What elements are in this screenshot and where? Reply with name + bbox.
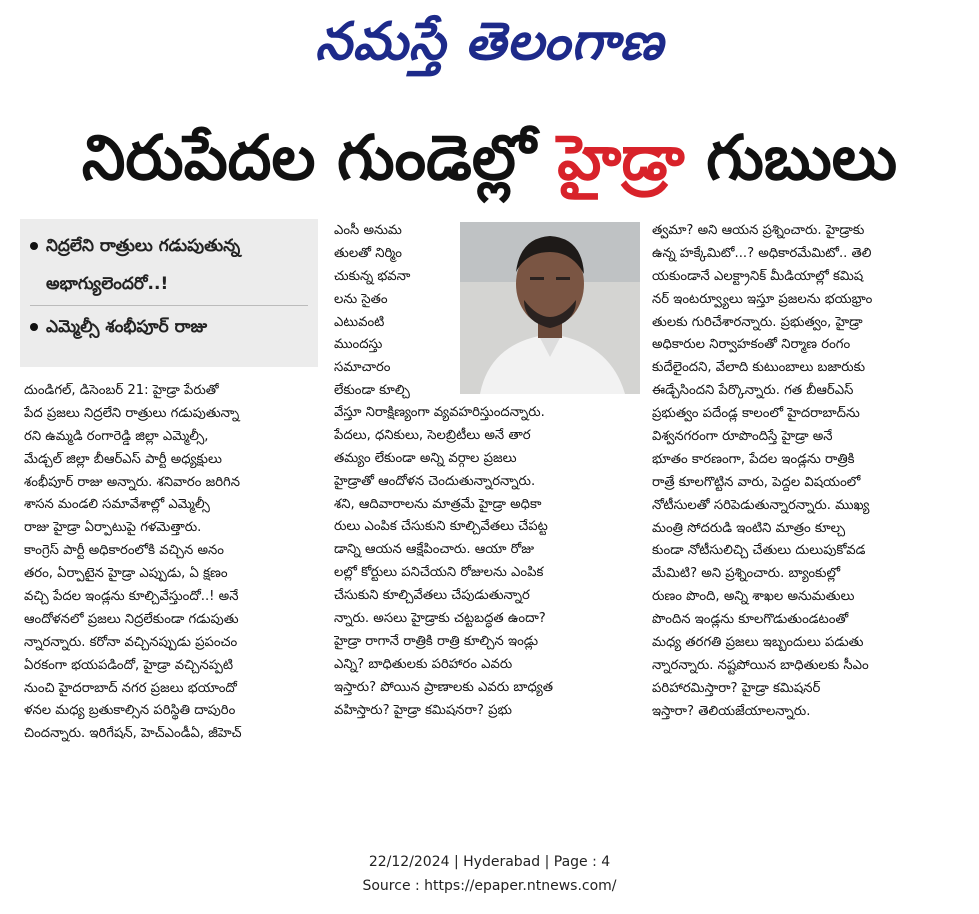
text-line: ఎటువంటి <box>334 314 385 330</box>
text-line: ఉన్న హక్కేమిటో...? అధికారమేమిటో.. తెలి <box>652 245 872 261</box>
text-line: తరం, ఏర్పాటైన హైడ్రా ఎప్పుడు, ఏ క్షణం <box>24 566 228 582</box>
text-line: రాత్రే కూలగొట్టిన వారు, పెద్దల విషయంలో <box>652 474 861 490</box>
page-footer <box>0 850 979 898</box>
text-line: లను సైతం <box>334 291 388 307</box>
masthead-logo: నమస్తే తెలంగాణ <box>315 11 664 72</box>
highlight-item <box>30 308 308 346</box>
text-line: కుండా నోటీసులిచ్చి చేతులు దులుపుకోవడ <box>652 543 866 559</box>
text-line: తమ్యం లేకుండా అన్ని వర్గాల ప్రజలు <box>334 450 517 466</box>
text-line: డాన్ని ఆయన ఆక్షేపించారు. ఆయా రోజు <box>334 542 534 558</box>
text-line: ఎంసీ అనుమ <box>334 223 402 238</box>
text-line: రులు ఎంపిక చేసుకుని కూల్చివేతలు చేపట్ట <box>334 519 548 535</box>
text-line: రాజు హైడ్రా ఏర్పాటుపై గళమెత్తారు. <box>24 520 202 536</box>
text-line: వహిస్తారు? హైడ్రా కమిషనరా? ప్రభు <box>334 702 512 718</box>
text-line: చేసుకుని కూల్చివేతలు చేపుడుతున్నార <box>334 588 530 604</box>
text-line: హైడ్రా రాగానే రాత్రికి రాత్రి కూల్చిన ఇండ్లు <box>334 633 539 649</box>
text-line: త్వమా? అని ఆయన ప్రశ్నించారు. హైడ్రాకు <box>652 223 865 238</box>
text-line: మేమిటి? అని ప్రశ్నించారు. బ్యాంకుల్లో <box>652 566 841 582</box>
text-line: రని ఉమ్మడి రంగారెడ్డి జిల్లా ఎమ్మెల్సీ, <box>24 428 209 444</box>
text-line: పొందిన ఇండ్లను కూలగొడుతుండటంతో <box>652 612 849 628</box>
text-line: న్నారన్నారు. నష్టపోయిన బాధితులకు సీఎం <box>652 657 869 673</box>
text-line: శంభీపూర్ రాజు అన్నారు. శనివారం జరిగిన <box>24 474 240 490</box>
text-line: విశ్వనగరంగా రూపొందిస్తే హైడ్రా అనే <box>652 429 833 445</box>
article-column-1 <box>24 380 316 746</box>
text-line: లేకుండా కూల్చి <box>334 383 410 399</box>
text-line: లల్లో కోర్టులు పనిచేయని రోజులను ఎంపిక <box>334 565 544 581</box>
article-column-2-top <box>334 220 452 403</box>
text-line: వచ్చి పేదల ఇండ్లను కూల్చివేస్తుందో..! అనే <box>24 589 239 605</box>
article-column-2-bottom <box>334 402 644 722</box>
edition-info: 22/12/2024 | Hyderabad | Page : 4 <box>368 854 611 870</box>
highlight-item <box>30 227 308 265</box>
text-line: కాంగ్రెస్ పార్టీ అధికారంలోకి వచ్చిన అనం <box>24 543 224 559</box>
text-line: చుకున్న భవనా <box>334 268 411 284</box>
text-line: పేదలు, ధనికులు, సెలబ్రిటీలు అనే తార <box>334 427 531 443</box>
text-line: ఈడ్చేసిందని పేర్కొన్నారు. గత బీఆర్ఎస్ <box>652 383 854 399</box>
text-line: మంత్రి సోదరుడి ఇంటిని మాత్రం కూల్చ <box>652 520 846 536</box>
portrait-illustration <box>460 222 640 394</box>
text-line: నుంచి హైదరాబాద్ నగర ప్రజలు భయాందో <box>24 680 237 696</box>
highlight-divider <box>30 305 308 306</box>
bullet-icon <box>30 242 38 250</box>
text-line: హైడ్రాతో ఆందోళన చెందుతున్నారన్నారు. <box>334 473 536 489</box>
mlc-portrait-photo <box>460 222 640 394</box>
text-line: సమాచారం <box>334 360 391 376</box>
text-line: నర్ ఇంటర్వ్యూలు ఇస్తూ ప్రజలను భయభ్రాం <box>652 291 873 307</box>
text-line: ఎన్ని? బాధితులకు పరిహారం ఎవరు <box>334 656 513 672</box>
text-line: ఏరకంగా భయపడిందో, హైడ్రా వచ్చినప్పటి <box>24 657 234 673</box>
article-headline <box>0 108 979 208</box>
text-line: పేద ప్రజలు నిద్రలేని రాత్రులు గడుపుతున్నా <box>24 405 240 421</box>
text-line: ఆందోళనలో ప్రజలు నిద్రలేకుండా గడుపుతు <box>24 611 239 627</box>
text-line: భూతం కారణంగా, పేదల ఇండ్లను రాత్రికి <box>652 451 855 467</box>
text-line: ప్రభుత్వం పదేండ్ల కాలంలో హైదరాబాద్‌ను <box>652 406 860 422</box>
text-line: పరిహారమిస్తారా? హైడ్రా కమిషనర్ <box>652 680 821 696</box>
text-line: శని, ఆదివారాలను మాత్రమే హైడ్రా అధికా <box>334 496 542 512</box>
text-line: రుణం పొంది, అన్ని శాఖల అనుమతులు <box>652 589 855 605</box>
text-line: మధ్య తరగతి ప్రజలు ఇబ్బందులు పడుతు <box>652 635 864 651</box>
bullet-icon <box>30 323 38 331</box>
text-line: ఇస్తారా? తెలియజేయాలన్నారు. <box>652 703 811 719</box>
highlight-item-continued <box>30 265 308 303</box>
text-line: తులతో నిర్మిం <box>334 245 402 261</box>
text-line: వేస్తూ నిరాక్షిణ్యంగా వ్యవహరిస్తుందన్నారు. <box>334 405 545 420</box>
text-line: శాసన మండలి సమావేశాల్లో ఎమ్మెల్సీ <box>24 497 210 513</box>
highlight-text: అభాగ్యులెందరో..! <box>46 274 169 294</box>
highlight-text: నిద్రలేని రాత్రులు గడుపుతున్న <box>46 236 241 256</box>
text-line: దుండిగల్, డిసెంబర్ 21: హైడ్రా పేరుతో <box>24 383 219 398</box>
text-line: నోటీసులతో సరిపెడుతున్నారన్నారు. ముఖ్య <box>652 497 870 513</box>
headline-part-2: గుబులు <box>684 121 898 194</box>
highlight-text: ఎమ్మెల్సీ శంభీపూర్ రాజు <box>46 317 208 337</box>
headline-part-1: నిరుపేదల గుండెల్లో <box>81 121 558 194</box>
text-line: అధికారుల నిర్వాహకంతో నిర్మాణ రంగం <box>652 337 851 353</box>
text-line: తులకు గురిచేశారన్నారు. ప్రభుత్వం, హైడ్రా <box>652 314 863 330</box>
headline-accent: హైడ్రా <box>557 121 685 194</box>
text-line: మేడ్చల్ జిల్లా బీఆర్ఎస్ పార్టీ అధ్యక్షులు <box>24 451 222 467</box>
text-line: న్నారు. అసలు హైడ్రాకు చట్టబద్ధత ఉందా? <box>334 611 546 627</box>
text-line: కుదేలైందని, వేలాది కుటుంబాలు బజారుకు <box>652 360 866 376</box>
text-line: ముందస్తు <box>334 337 383 353</box>
text-line: యకుండానే ఎలక్ట్రానిక్ మీడియాల్లో కమిష <box>652 268 864 284</box>
text-line: చిందన్నారు. ఇరిగేషన్, హెచ్ఎండీఏ, జీహెచ్ <box>24 726 242 742</box>
text-line: ళనల మధ్య బ్రతుకాల్సిన పరిస్థితి దాపురిం <box>24 703 236 719</box>
article-column-3 <box>652 220 952 724</box>
text-line: ఇస్తారు? పోయిన ప్రాణాలకు ఎవరు బాధ్యత <box>334 679 554 695</box>
highlights-box <box>20 219 318 367</box>
text-line: న్నారన్నారు. కరోనా వచ్చినప్పుడు ప్రపంచం <box>24 634 238 650</box>
source-link[interactable]: Source : https://epaper.ntnews.com/ <box>362 878 617 894</box>
